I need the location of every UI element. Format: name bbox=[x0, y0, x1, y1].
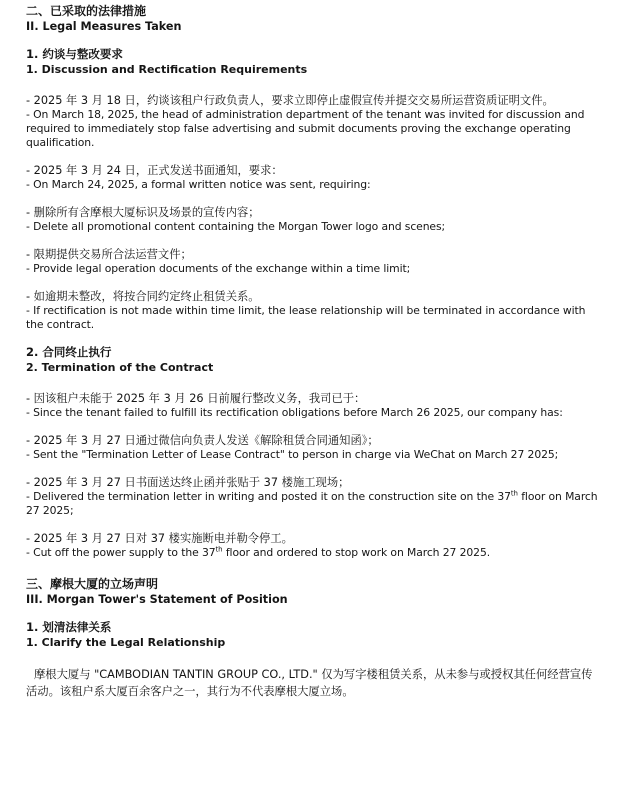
item-text-en bbox=[26, 490, 602, 518]
list-item bbox=[26, 391, 602, 420]
item-text-en: - Sent the "Termination Letter of Lease Contract" to person in charge via WeChat on March 27 2025; bbox=[26, 448, 559, 461]
list-item bbox=[26, 433, 602, 462]
list-item bbox=[26, 205, 602, 234]
subsection-termination bbox=[26, 345, 602, 560]
list-item bbox=[26, 475, 602, 518]
item-text-cn: - 2025 年 3 月 27 日通过微信向负责人发送《解除租赁合同通知函》； bbox=[26, 434, 379, 447]
item-text-en: - Provide legal operation documents of the exchange within a time limit; bbox=[26, 262, 411, 275]
subsection-title-cn: 1. 划清法律关系 bbox=[26, 620, 112, 634]
item-text-cn: - 删除所有含摩根大厦标识及场景的宣传内容； bbox=[26, 206, 260, 219]
list-item bbox=[26, 93, 602, 150]
item-text-en: - On March 24, 2025, a formal written notice was sent, requiring: bbox=[26, 178, 371, 191]
section-title-en: II. Legal Measures Taken bbox=[26, 20, 182, 33]
section-title-cn: 二、已采取的法律措施 bbox=[26, 4, 147, 18]
item-text-en-part: floor and ordered to stop work on March 27 2025. bbox=[222, 546, 491, 559]
list-item bbox=[26, 163, 602, 192]
subsection-discussion bbox=[26, 47, 602, 332]
subsection-title-en: 1. Clarify the Legal Relationship bbox=[26, 636, 226, 649]
subsection-title-cn: 1. 约谈与整改要求 bbox=[26, 47, 123, 61]
list-item bbox=[26, 247, 602, 276]
subsection-clarify bbox=[26, 620, 602, 700]
item-text-cn: - 因该租户未能于 2025 年 3 月 26 日前履行整改义务，我司已于： bbox=[26, 392, 366, 405]
item-text-en: - Since the tenant failed to fulfill its rectification obligations before March 26 2025, our company has: bbox=[26, 406, 563, 419]
subsection-title-en: 2. Termination of the Contract bbox=[26, 361, 214, 374]
item-text-en: - On March 18, 2025, the head of administration department of the tenant was invited for discussion and required to immediately stop false advertising and submit documents proving the exchange operating qualification. bbox=[26, 108, 585, 149]
ordinal-suffix: th bbox=[510, 489, 518, 498]
paragraph-cn: 摩根大厦与 "CAMBODIAN TANTIN GROUP CO., LTD." 仅为写字楼租赁关系，从未参与或授权其任何经营宣传活动。该租户系大厦百余客户之一，其行为不代表摩根大厦立场。 bbox=[26, 668, 593, 698]
item-text-en-part: - Cut off the power supply to the 37 bbox=[26, 546, 216, 559]
item-text-cn: - 2025 年 3 月 24 日，正式发送书面通知，要求： bbox=[26, 164, 283, 177]
subsection-title-en: 1. Discussion and Rectification Requirements bbox=[26, 63, 308, 76]
item-text-cn: - 2025 年 3 月 27 日对 37 楼实施断电并勒令停工。 bbox=[26, 532, 293, 545]
item-text-cn: - 如逾期未整改，将按合同约定终止租赁关系。 bbox=[26, 290, 260, 303]
item-text-en bbox=[26, 546, 602, 560]
list-item bbox=[26, 531, 602, 560]
ordinal-suffix: th bbox=[215, 545, 223, 554]
item-text-en-part: - Delivered the termination letter in writing and posted it on the construction site on the 37 bbox=[26, 490, 511, 503]
item-text-cn: - 限期提供交易所合法运营文件； bbox=[26, 248, 192, 261]
item-text-en: - If rectification is not made within time limit, the lease relationship will be terminated in accordance with the contract. bbox=[26, 304, 586, 331]
section-legal-measures bbox=[26, 4, 602, 560]
item-text-en-part: floor on March 27 2025; bbox=[26, 490, 598, 517]
item-text-cn: - 2025 年 3 月 18 日，约谈该租户行政负责人，要求立即停止虚假宣传并提交交易所运营资质证明文件。 bbox=[26, 94, 554, 107]
subsection-title-cn: 2. 合同终止执行 bbox=[26, 345, 112, 359]
item-text-cn: - 2025 年 3 月 27 日书面送达终止函并张贴于 37 楼施工现场； bbox=[26, 476, 350, 489]
section-statement bbox=[26, 577, 602, 700]
list-item bbox=[26, 289, 602, 332]
section-title-en: III. Morgan Tower's Statement of Position bbox=[26, 593, 288, 606]
item-text-en: - Delete all promotional content containing the Morgan Tower logo and scenes; bbox=[26, 220, 446, 233]
section-title-cn: 三、摩根大厦的立场声明 bbox=[26, 577, 159, 591]
